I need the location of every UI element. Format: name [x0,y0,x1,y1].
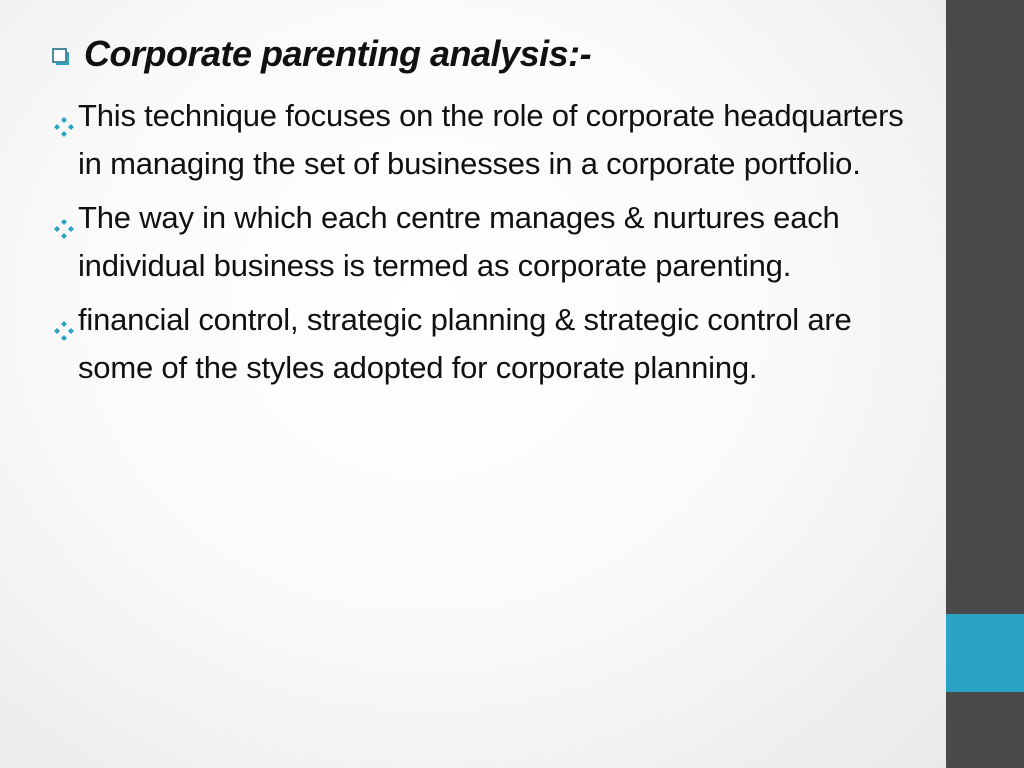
bullet-item [52,92,922,188]
side-accent-block [946,614,1024,692]
bullet-list [52,92,922,398]
diamond-bullet-icon [52,309,78,331]
diamond-bullet-icon [52,105,78,127]
bullet-text: This technique focuses on the role of corporate headquarters in managing the set of businesses in a corporate portfolio. [78,98,904,181]
bullet-item [52,296,922,392]
bullet-text: financial control, strategic planning & strategic control are some of the styles adopted for corporate planning. [78,302,852,385]
slide-title: Corporate parenting analysis:- [84,33,592,74]
diamond-bullet-icon [52,207,78,229]
square-bullet-icon [52,48,70,66]
bullet-text: The way in which each centre manages & nurtures each individual business is termed as corporate parenting. [78,200,840,283]
slide-heading [52,28,591,80]
bullet-item [52,194,922,290]
